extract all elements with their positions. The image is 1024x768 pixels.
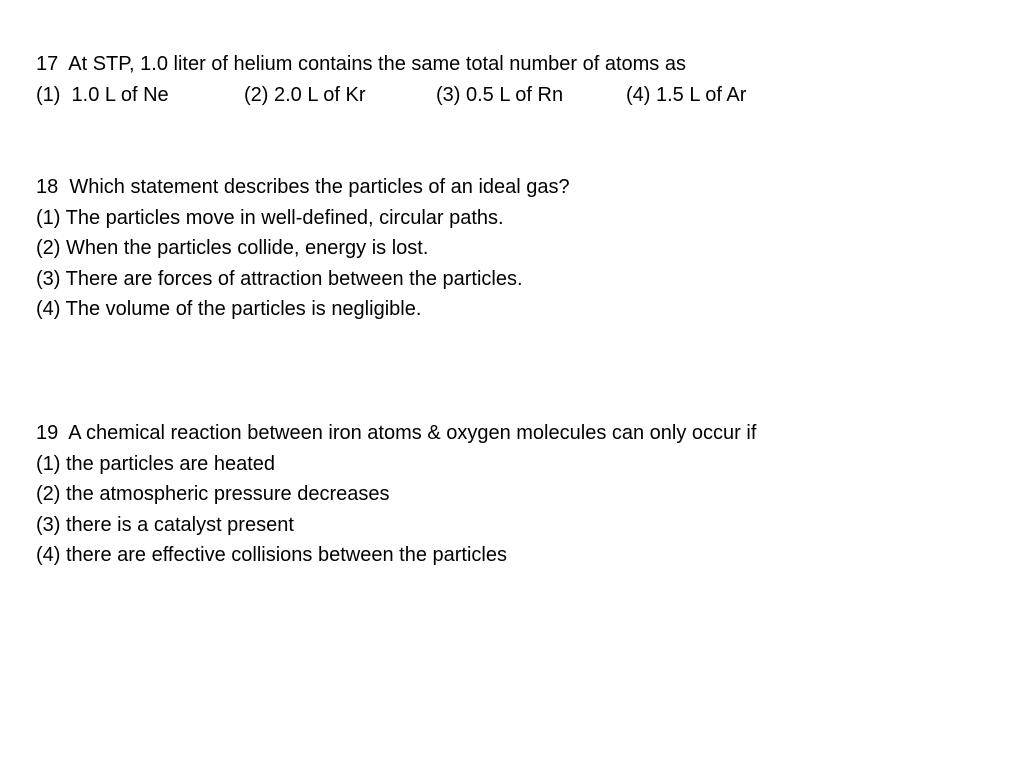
answer-choice-2: (2) When the particles collide, energy is lost. (36, 237, 429, 259)
answer-choice-4: (4) 1.5 L of Ar (626, 83, 747, 106)
answer-choice-1: (1) 1.0 L of Ne (36, 83, 169, 106)
question-stem: 19 A chemical reaction between iron atoms & oxygen molecules can only occur if (36, 422, 757, 444)
answer-choice-2: (2) the atmospheric pressure decreases (36, 483, 390, 505)
question-17 (36, 49, 996, 110)
answer-choice-2: (2) 2.0 L of Kr (244, 83, 366, 106)
question-19 (36, 418, 996, 571)
answer-choice-1: (1) the particles are heated (36, 452, 276, 475)
answer-choice-4: (4) there are effective collisions between the particles (36, 544, 507, 566)
question-stem: 17 At STP, 1.0 liter of helium contains the same total number of atoms as (36, 53, 686, 75)
answer-choice-3: (3) there is a catalyst present (36, 513, 294, 536)
answer-choice-3: (3) There are forces of attraction between the particles. (36, 267, 523, 290)
answer-choice-3: (3) 0.5 L of Rn (436, 83, 564, 106)
answer-choices-row (36, 80, 996, 111)
answer-choice-4: (4) The volume of the particles is negligible. (36, 298, 422, 320)
question-18 (36, 172, 996, 325)
question-stem: 18 Which statement describes the particles of an ideal gas? (36, 176, 570, 198)
answer-choice-1: (1) The particles move in well-defined, circular paths. (36, 206, 504, 229)
